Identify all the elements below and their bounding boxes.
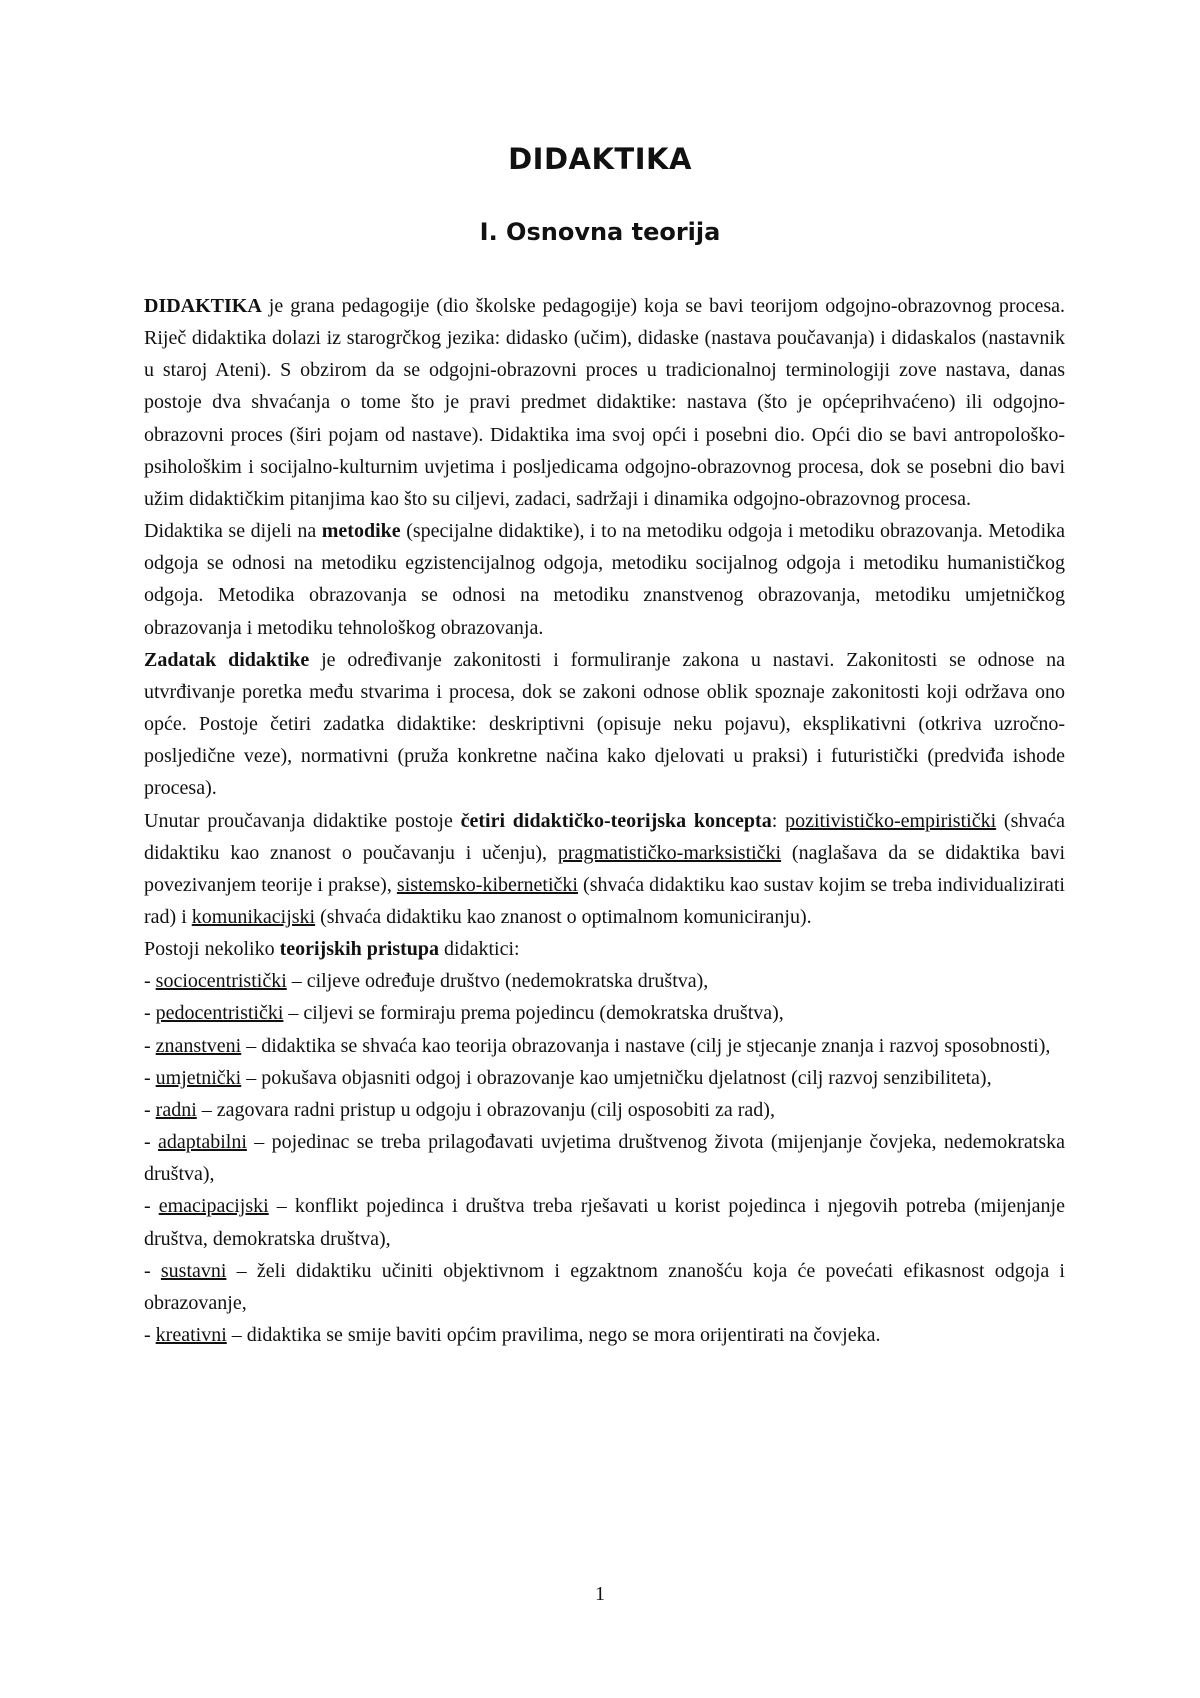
paragraph-metodike [144, 515, 1065, 644]
paragraph-text: Unutar proučavanja didaktike postoje [144, 809, 461, 832]
paragraph-text: (specijalne didaktike), i to na metodiku odgoja i metodiku obrazovanja. Metodika odgoja se odnosi na metodiku egzistencijalnog odgoja, metodiku socijalnog odgoja i metodiku humanističkog odgoja. Metodika obrazovanja se odnosi na metodiku znanstvenog obrazovanja, metodiku umjetničkog obrazovanja i metodiku tehnološkog obrazovanja. [144, 520, 1065, 639]
paragraph-zadatak [144, 644, 1065, 805]
paragraph-text: (shvaća didaktiku kao znanost o poučavanju i učenju), [144, 809, 1065, 864]
term-metodike: metodike [321, 520, 401, 543]
paragraph-text: (shvaća didaktiku kao znanost o optimalnom komuniciranju). [315, 905, 812, 928]
paragraph-text: je određivanje zakonitosti i formuliranje zakona u nastavi. Zakonitosti se odnose na utvrđivanje poretka među stvarima i procesa, dok se zakoni odnose oblik spoznaje zakonitosti koji održava ono opće. Postoje četiri zadatka didaktike: deskriptivni (opisuje neku pojavu), eksplikativni (otkriva uzročno-posljedične veze), normativni (pruža konkretne načina kako djelovati u praksi) i futuristički (predviđa ishode procesa). [144, 648, 1066, 800]
approach-description: – pokušava objasniti odgoj i obrazovanje kao umjetničku djelatnost (cilj razvoj senzibiliteta), [241, 1066, 992, 1089]
approach-term: radni [155, 1098, 197, 1121]
approach-term: adaptabilni [158, 1131, 247, 1154]
paragraph-text: Postoji nekoliko [144, 938, 280, 961]
concept-term: pozitivističko-empiristički [785, 809, 997, 832]
approach-description: – želi didaktiku učiniti objektivnom i egzaktnom znanošću koja će povećati efikasnost odgoja i obrazovanje, [144, 1259, 1065, 1314]
approach-term: sociocentristički [155, 970, 287, 993]
approach-term: sustavni [160, 1259, 227, 1282]
approach-term: emacipacijski [158, 1195, 269, 1218]
paragraph-text: : [771, 809, 786, 832]
paragraph-koncepti [144, 805, 1065, 934]
paragraph-text: didaktici: [439, 938, 520, 961]
term-zadatak-didaktike: Zadatak didaktike [144, 648, 310, 671]
paragraph-intro [144, 290, 1065, 515]
approach-term: umjetnički [155, 1066, 242, 1089]
approach-term: kreativni [155, 1324, 227, 1346]
term-pristupi: teorijskih pristupa [279, 938, 440, 961]
approach-description: – ciljevi se formiraju prema pojedincu (demokratska društva), [283, 1002, 784, 1025]
approach-description: – didaktika se shvaća kao teorija obrazovanja i nastave (cilj je stjecanje znanja i razvoj sposobnosti), [241, 1034, 1051, 1057]
concept-term: sistemsko-kibernetički [396, 873, 578, 896]
body-text [144, 290, 1065, 1351]
approach-description: – ciljeve određuje društvo (nedemokratska društva), [286, 970, 709, 993]
list-item: - emacipacijski – konflikt pojedinca i društva treba rješavati u korist pojedinca i njegovih potreba (mijenjanje društva, demokratska društva), [144, 1195, 1065, 1250]
paragraph-pristupi [144, 933, 1065, 965]
approach-description: – pojedinac se treba prilagođavati uvjetima društvenog života (mijenjanje čovjeka, nedemokratska društva), [144, 1131, 1065, 1186]
document-title: DIDAKTIKA [508, 142, 692, 176]
paragraph-text: Didaktika se dijeli na [144, 520, 322, 543]
list-item: - sociocentristički – ciljeve određuje društvo (nedemokratska društva), [144, 970, 709, 993]
list-item: - sustavni – želi didaktiku učiniti objektivnom i egzaktnom znanošću koja će povećati efikasnost odgoja i obrazovanje, [144, 1259, 1065, 1314]
approach-description: – didaktika se smije baviti općim pravilima, nego se mora orijentirati na čovjeka. [226, 1324, 881, 1346]
list-item: - pedocentristički – ciljevi se formiraju prema pojedincu (demokratska društva), [144, 1002, 784, 1025]
approach-description: – zagovara radni pristup u odgoju i obrazovanju (cilj osposobiti za rad), [196, 1098, 775, 1121]
page-number: 1 [595, 1583, 605, 1605]
term-didaktika: DIDAKTIKA [144, 295, 262, 317]
list-item: - umjetnički – pokušava objasniti odgoj i obrazovanje kao umjetničku djelatnost (cilj razvoj senzibiliteta), [144, 1066, 992, 1089]
list-item: - kreativni – didaktika se smije baviti općim pravilima, nego se mora orijentirati na čovjeka. [144, 1324, 881, 1346]
paragraph-text: (naglašava da se didaktika bavi povezivanjem teorije i prakse), [144, 841, 1066, 896]
section-heading: I. Osnovna teorija [479, 218, 721, 246]
approach-term: znanstveni [155, 1034, 242, 1057]
approach-term: pedocentristički [155, 1002, 284, 1025]
paragraph-text: (shvaća didaktiku kao sustav kojim se treba individualizirati rad) i [144, 873, 1065, 928]
term-koncepti: četiri didaktičko-teorijska koncepta [460, 809, 772, 832]
concept-term: pragmatističko-marksistički [557, 841, 782, 864]
approach-description: – konflikt pojedinca i društva treba rješavati u korist pojedinca i njegovih potreba (mijenjanje društva, demokratska društva), [144, 1195, 1065, 1250]
list-item: - adaptabilni – pojedinac se treba prilagođavati uvjetima društvenog života (mijenjanje čovjeka, nedemokratska društva), [144, 1131, 1065, 1186]
list-item: - znanstveni – didaktika se shvaća kao teorija obrazovanja i nastave (cilj je stjecanje znanja i razvoj sposobnosti), [144, 1034, 1051, 1057]
paragraph-text: je grana pedagogije (dio školske pedagogije) koja se bavi teorijom odgojno-obrazovnog procesa. Riječ didaktika dolazi iz starogrčkog jezika: didasko (učim), didaske (nastava poučavanja) i didaskalos (nastavnik u staroj Ateni). S obzirom da se odgojni-obrazovni proces u tradicionalnoj terminologiji zove nastava, danas postoje dva shvaćanja o tome što je pravi predmet didaktike: nastava (što je općeprihvaćeno) ili odgojno-obrazovni proces (širi pojam od nastave). Didaktika ima svoj opći i posebni dio. Opći dio se bavi antropološko-psihološkim i socijalno-kulturnim uvjetima i posljedicama odgojno-obrazovnog procesa, dok se posebni dio bavi užim didaktičkim pitanjima kao što su ciljevi, zadaci, sadržaji i dinamika odgojno-obrazovnog procesa. [144, 295, 1065, 510]
concept-term: komunikacijski [191, 905, 316, 928]
list-item: - radni – zagovara radni pristup u odgoju i obrazovanju (cilj osposobiti za rad), [144, 1098, 775, 1121]
